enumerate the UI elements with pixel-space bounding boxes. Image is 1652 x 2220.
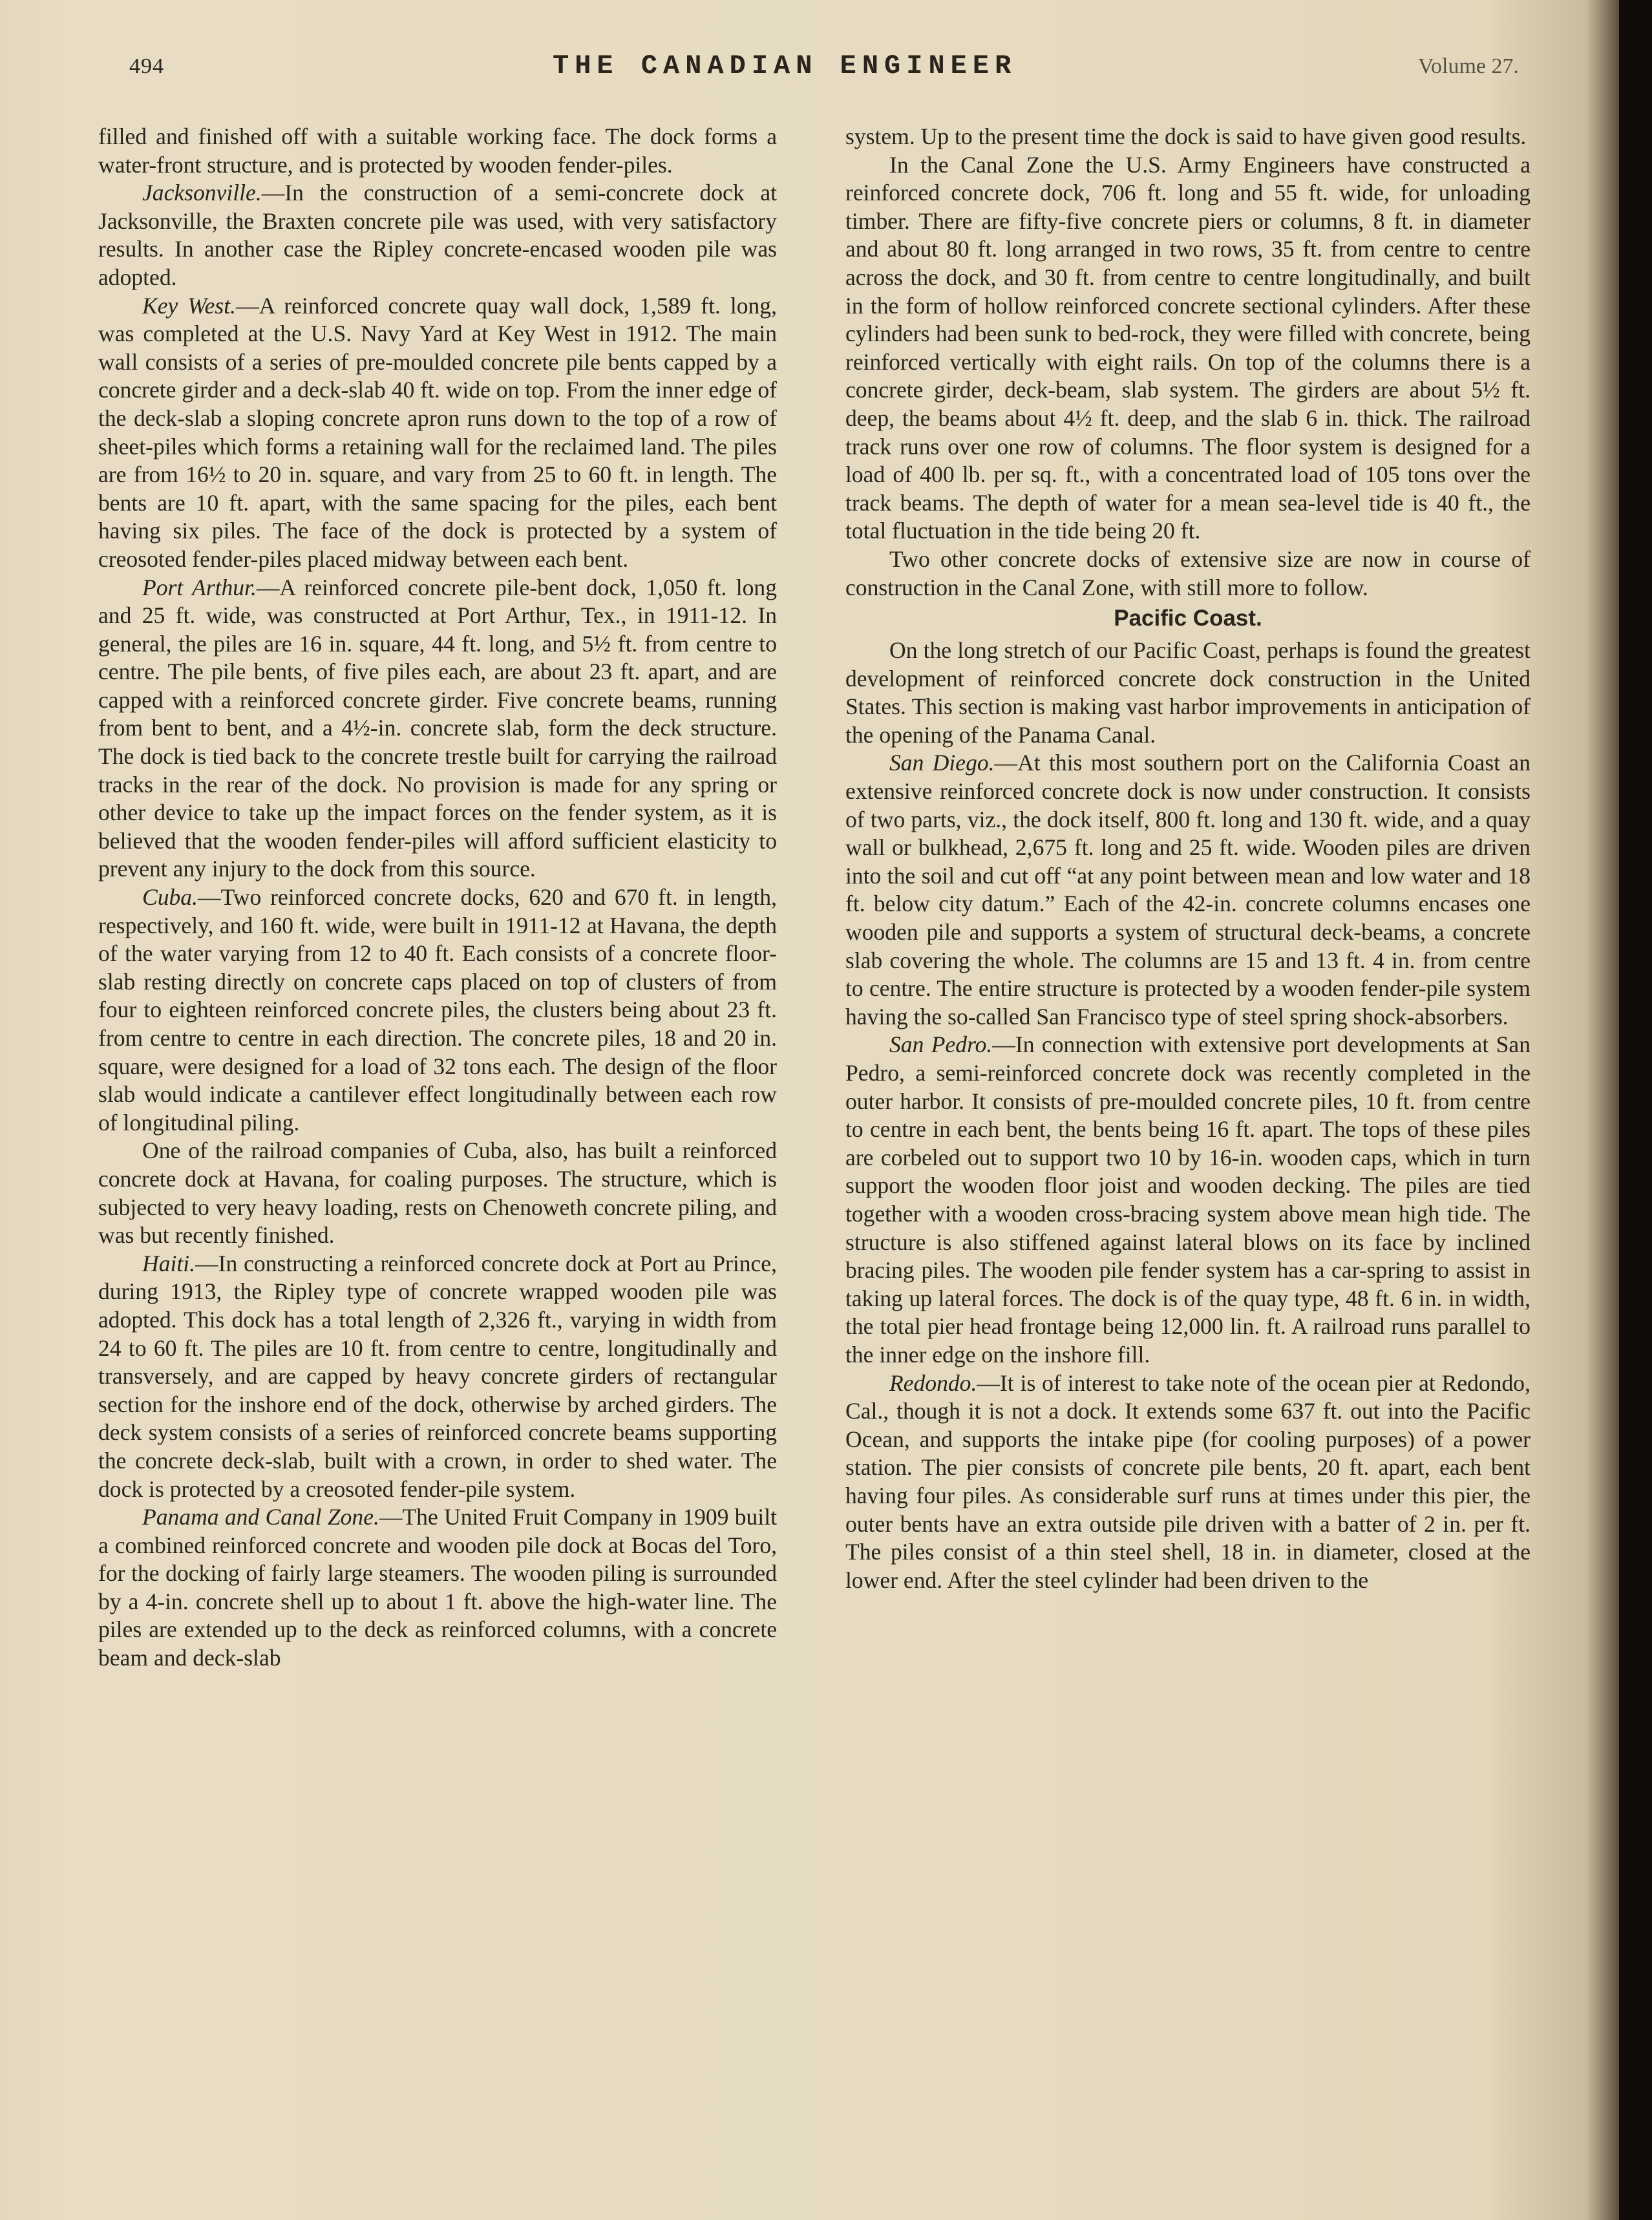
paragraph: [98, 292, 777, 574]
paragraph-lead: Key West.: [142, 292, 237, 319]
paragraph: [845, 1031, 1530, 1369]
paragraph: [845, 123, 1530, 151]
paragraph: [98, 1503, 777, 1673]
paragraph: [845, 1369, 1530, 1595]
paragraph-text: —Two reinforced concrete docks, 620 and 670 ft. in length, respectively, and 160 ft. wide, were built in 1911-12 at Havana, the depth of the water varying from 12 to 40 ft. Each consists of a concrete floor-slab resting directly on concrete caps placed on top of clusters of from four to eighteen reinforced concrete piles, the clusters being about 23 ft. from centre to centre in each direction. The concrete piles, 18 and 20 in. square, were designed for a load of 32 tons each. The design of the floor slab would indicate a cantilever effect longitudinally between each row of longitudinal piling.: [98, 884, 777, 1136]
paragraph: [98, 1137, 777, 1249]
paragraph-lead: Panama and Canal Zone.: [142, 1504, 379, 1530]
right-column: [845, 123, 1530, 2094]
volume-label: Volume 27.: [1417, 54, 1519, 78]
paragraph: [98, 123, 777, 179]
paragraph-lead: San Pedro.: [889, 1031, 993, 1058]
page-header: [123, 50, 1519, 89]
paragraph-text: system. Up to the present time the dock is said to have given good results.: [845, 123, 1527, 149]
paragraph: [845, 637, 1530, 749]
paragraph-text: —At this most southern port on the California Coast an extensive reinforced concrete dock is now under construction. It consists of two parts, viz., the dock itself, 800 ft. long and 130 ft. wide, and a quay wall or bulkhead, 2,675 ft. long and 25 ft. wide. Wooden piles are driven into the soil and cut off “at any point between mean and low water and 18 ft. below city datum.” Each of the 42-in. concrete columns encases one wooden pile and supports a system of structural deck-beams, a concrete slab covering the whole. The columns are 15 and 13 ft. 4 in. from centre to centre. The entire structure is protected by a wooden fender-pile system having the so-called San Francisco type of steel spring shock-absorbers.: [845, 750, 1531, 1030]
page-number: 494: [129, 54, 164, 78]
paragraph-lead: San Diego.: [889, 750, 995, 776]
paragraph: [98, 883, 777, 1137]
paragraph-text: Two other concrete docks of extensive size are now in course of construction in the Canal Zone, with still more to follow.: [845, 545, 1530, 600]
paragraph: [845, 545, 1530, 602]
paragraph-text: —A reinforced concrete pile-bent dock, 1,050 ft. long and 25 ft. wide, was constructed at Port Arthur, Tex., in 1911-12. In general, the piles are 16 in. square, 44 ft. long, and 5½ ft. from centre to centre. The pile bents, of five piles each, are about 23 ft. apart, and are capped with a reinforced concrete girder. Five concrete beams, running from bent to bent, and a 4½-in. concrete slab, form the deck structure. The dock is tied back to the concrete trestle built for carrying the railroad tracks in the rear of the dock. No provision is made for any spring or other device to take up the impact forces on the fender system, as it is believed that the wooden fender-piles will afford sufficient elasticity to prevent any injury to the dock from this source.: [98, 574, 777, 882]
left-column: [98, 123, 777, 2094]
paragraph: [845, 151, 1530, 545]
paragraph-lead: Cuba.: [142, 884, 198, 911]
paragraph-text: In the Canal Zone the U.S. Army Engineers have constructed a reinforced concrete dock, 706 ft. long and 55 ft. wide, for unloading timber. There are fifty-five concrete piers or columns, 8 ft. in diameter and about 80 ft. long arranged in two rows, 35 ft. from centre to centre across the dock, and 30 ft. from centre to centre longitudinally, and built in the form of hollow reinforced concrete sectional cylinders. After these cylinders had been sunk to bed-rock, they were filled with concrete, being reinforced vertically with eight rails. On top of the columns there is a concrete girder, deck-beam, slab system. The girders are about 5½ ft. deep, the beams about 4½ ft. deep, and the slab 6 in. thick. The railroad track runs over one row of columns. The floor system is designed for a load of 400 lb. per sq. ft., with a concentrated load of 105 tons over the track beams. The depth of water for a mean sea-level tide is 40 ft., the total fluctuation in the tide being 20 ft.: [845, 151, 1530, 544]
paragraph: [845, 749, 1530, 1031]
paragraph-text: —It is of interest to take note of the ocean pier at Redondo, Cal., though it is not a dock. It extends some 637 ft. out into the Pacific Ocean, and supports the intake pipe (for cooling purposes) of a power station. The pier consists of concrete pile bents, 20 ft. apart, each bent having four piles. As considerable surf runs at times under this pier, the outer bents have an extra outside pile driven with a batter of 2 in. per ft. The piles consist of a thin steel shell, 18 in. in diameter, closed at the lower end. After the steel cylinder had been driven to the: [845, 1369, 1530, 1593]
right-column-bottom: [845, 637, 1530, 1594]
section-heading: Pacific Coast.: [1114, 606, 1262, 631]
journal-title: THE CANADIAN ENGINEER: [553, 50, 1017, 81]
paragraph-text: —In constructing a reinforced concrete dock at Port au Prince, during 1913, the Ripley type of concrete wrapped wooden pile was adopted. This dock has a total length of 2,326 ft., varying in width from 24 to 60 ft. The piles are 10 ft. from centre to centre, longitudinally and transversely, and are capped by heavy concrete girders of rectangular section for the inshore end of the dock, otherwise by arched girders. The deck system consists of a series of reinforced concrete beams supporting the concrete deck-slab, built with a crown, in order to shed water. The dock is protected by a creosoted fender-pile system.: [98, 1250, 777, 1502]
paragraph-lead: Haiti.: [142, 1250, 196, 1276]
paragraph: [98, 574, 777, 884]
page-gutter-shadow: [1619, 0, 1652, 2220]
paragraph-text: filled and finished off with a suitable working face. The dock forms a water-front structure, and is protected by wooden fender-piles.: [98, 123, 777, 178]
paragraph-text: —The United Fruit Company in 1909 built a combined reinforced concrete and wooden pile dock at Bocas del Toro, for the docking of fairly large steamers. The wooden piling is surrounded by a 4-in. concrete shell up to about 1 ft. above the high-water line. The piles are extended up to the deck as reinforced columns, with a concrete beam and deck-slab: [98, 1504, 777, 1671]
paragraph-lead: Jacksonville.: [142, 180, 262, 206]
paragraph-lead: Redondo.: [889, 1369, 977, 1396]
right-column-top: [845, 123, 1530, 602]
paragraph-text: On the long stretch of our Pacific Coast, perhaps is found the greatest development of reinforced concrete dock construction in the United States. This section is making vast harbor improvements in anticipation of the opening of the Panama Canal.: [845, 637, 1530, 748]
paragraph: [98, 179, 777, 291]
paragraph-lead: Port Arthur.: [142, 574, 257, 600]
paragraph-text: —A reinforced concrete quay wall dock, 1,589 ft. long, was completed at the U.S. Navy Yard at Key West in 1912. The main wall consists of a series of pre-moulded concrete pile bents capped by a concrete girder and a deck-slab 40 ft. wide on top. From the inner edge of the deck-slab a sloping concrete apron runs down to the top of a row of sheet-piles which forms a retaining wall for the reclaimed land. The piles are from 16½ to 20 in. square, and vary from 25 to 60 ft. in length. The bents are 10 ft. apart, with the same spacing for the piles, each bent having six piles. The face of the dock is protected by a system of creosoted fender-piles placed midway between each bent.: [98, 292, 777, 572]
paragraph-text: One of the railroad companies of Cuba, also, has built a reinforced concrete dock at Havana, for coaling purposes. The structure, which is subjected to very heavy loading, rests on Chenoweth concrete piling, and was but recently finished.: [98, 1137, 777, 1249]
paragraph: [98, 1250, 777, 1503]
paragraph-text: —In the construction of a semi-concrete dock at Jacksonville, the Braxten concrete pile was used, with very satisfactory results. In another case the Ripley concrete-encased wooden pile was adopted.: [98, 180, 777, 290]
paragraph-text: —In connection with extensive port developments at San Pedro, a semi-reinforced concrete dock was recently completed in the outer harbor. It consists of pre-moulded concrete piles, 10 ft. from centre to centre in each bent, the bents being 16 ft. apart. The tops of these piles are corbeled out to support two 10 by 16-in. wooden caps, which in turn support the wooden floor joist and wooden decking. The piles are tied together with a wooden cross-bracing system above mean high tide. The structure is also stiffened against lateral blows on its face by inclined bracing piles. The wooden pile fender system has a car-spring to assist in taking up lateral forces. The dock is of the quay type, 48 ft. 6 in. in width, the total pier head frontage being 12,000 lin. ft. A railroad runs parallel to the inner edge on the inshore fill.: [845, 1031, 1530, 1368]
